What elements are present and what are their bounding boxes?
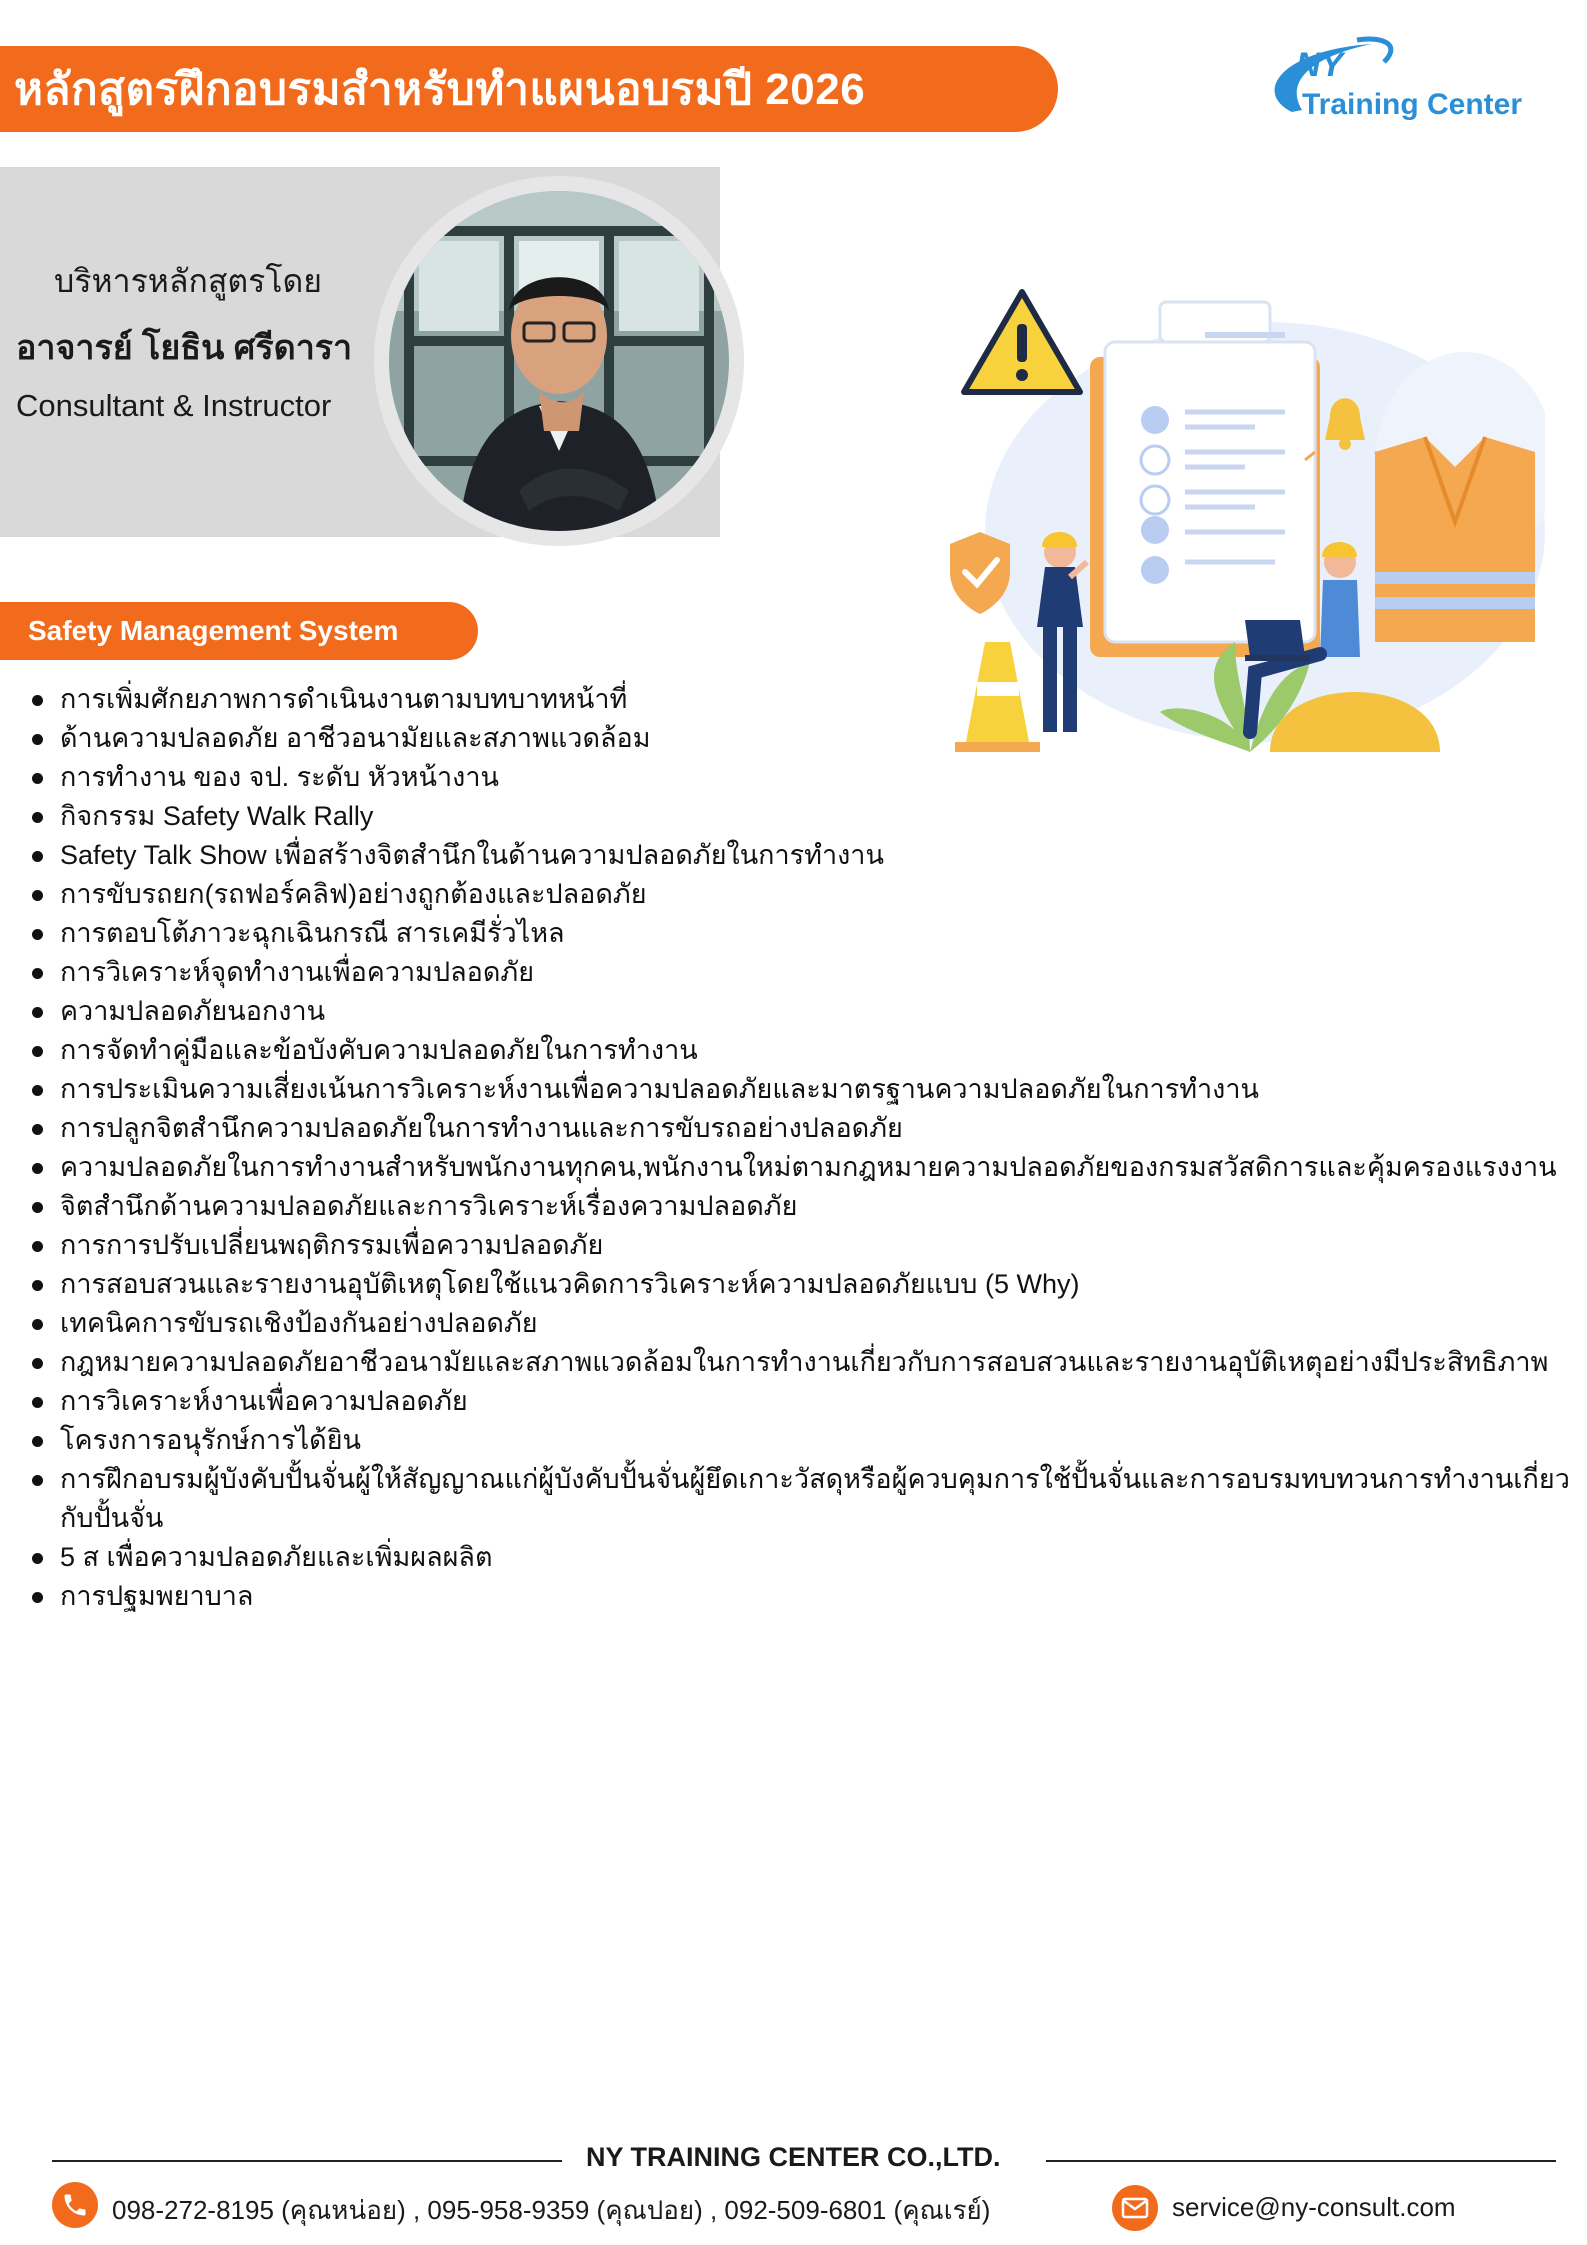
instructor-photo-frame	[374, 176, 744, 546]
course-item: การเพิ่มศักยภาพการดำเนินงานตามบทบาทหน้าที่	[30, 680, 1578, 719]
logo-training-center: Training Center	[1302, 88, 1523, 121]
course-item: กิจกรรม Safety Walk Rally	[30, 797, 1578, 836]
course-item: การประเมินความเสี่ยงเน้นการวิเคราะห์งานเพื่อความปลอดภัยและมาตรฐานความปลอดภัยในการทำงาน	[30, 1070, 1578, 1109]
footer-email[interactable]: service@ny-consult.com	[1172, 2192, 1456, 2222]
safety-illustration	[905, 262, 1545, 752]
instructor-photo	[389, 191, 729, 531]
phone-icon	[52, 2182, 98, 2228]
logo-ny: NY	[1296, 46, 1344, 84]
email-icon	[1112, 2185, 1158, 2231]
footer-divider-left	[52, 2160, 562, 2162]
checklist-icon	[1090, 302, 1320, 657]
course-item: โครงการอนุรักษ์การได้ยิน	[30, 1421, 1578, 1460]
section-title: Safety Management System	[28, 615, 399, 646]
section-tag	[0, 602, 478, 660]
footer-divider-right	[1046, 2160, 1556, 2162]
course-item: การวิเคราะห์งานเพื่อความปลอดภัย	[30, 1382, 1578, 1421]
course-item: ด้านความปลอดภัย อาชีวอนามัยและสภาพแวดล้อม	[30, 719, 1578, 758]
managed-by-label: บริหารหลักสูตรโดย	[54, 263, 323, 299]
ny-training-center-logo	[1262, 32, 1562, 132]
page-title: หลักสูตรฝึกอบรมสำหรับทำแผนอบรมปี 2026	[14, 65, 866, 114]
course-item: การขับรถยก(รถฟอร์คลิฟ)อย่างถูกต้องและปลอดภัย	[30, 875, 1578, 914]
course-item: การการปรับเปลี่ยนพฤติกรรมเพื่อความปลอดภัย	[30, 1226, 1578, 1265]
course-item: 5 ส เพื่อความปลอดภัยและเพิ่มผลผลิต	[30, 1538, 1578, 1577]
course-item: การวิเคราะห์จุดทำงานเพื่อความปลอดภัย	[30, 953, 1578, 992]
course-item: ความปลอดภัยในการทำงานสำหรับพนักงานทุกคน,พนักงานใหม่ตามกฎหมายความปลอดภัยของกรมสวัสดิการและคุ้มครองแรงงาน	[30, 1148, 1578, 1187]
footer-phones: 098-272-8195 (คุณหน่อย) , 095-958-9359 (คุณปอย) , 092-509-6801 (คุณเรย์)	[112, 2195, 991, 2225]
course-item: Safety Talk Show เพื่อสร้างจิตสำนึกในด้านความปลอดภัยในการทำงาน	[30, 836, 1578, 875]
course-item: การปฐมพยาบาล	[30, 1577, 1578, 1616]
course-item: จิตสำนึกด้านความปลอดภัยและการวิเคราะห์เรื่องความปลอดภัย	[30, 1187, 1578, 1226]
instructor-role: Consultant & Instructor	[16, 388, 332, 423]
warning-sign-icon	[964, 292, 1080, 392]
footer-company-name: NY TRAINING CENTER CO.,LTD.	[586, 2142, 1001, 2172]
course-item: การฝึกอบรมผู้บังคับปั้นจั่นผู้ให้สัญญาณแก่ผู้บังคับปั้นจั่นผู้ยึดเกาะวัสดุหรือผู้ควบคุมการใช้ปั้นจั่นและการอบรมทบทวนการทำงานเกี่ยวกับปั้นจั่น	[30, 1460, 1578, 1538]
course-item: การตอบโต้ภาวะฉุกเฉินกรณี สารเคมีรั่วไหล	[30, 914, 1578, 953]
instructor-name: อาจารย์ โยธิน ศรีดารา	[16, 329, 353, 367]
course-item: ความปลอดภัยนอกงาน	[30, 992, 1578, 1031]
safety-vest-icon	[1375, 437, 1535, 642]
course-item: การสอบสวนและรายงานอุบัติเหตุโดยใช้แนวคิดการวิเคราะห์ความปลอดภัยแบบ (5 Why)	[30, 1265, 1578, 1304]
course-list	[30, 680, 1578, 1616]
course-item: การจัดทำคู่มือและข้อบังคับความปลอดภัยในการทำงาน	[30, 1031, 1578, 1070]
course-item: เทคนิคการขับรถเชิงป้องกันอย่างปลอดภัย	[30, 1304, 1578, 1343]
title-banner	[0, 46, 1058, 132]
course-item: การทำงาน ของ จป. ระดับ หัวหน้างาน	[30, 758, 1578, 797]
course-item: การปลูกจิตสำนึกความปลอดภัยในการทำงานและการขับรถอย่างปลอดภัย	[30, 1109, 1578, 1148]
course-item: กฎหมายความปลอดภัยอาชีวอนามัยและสภาพแวดล้อมในการทำงานเกี่ยวกับการสอบสวนและรายงานอุบัติเหตุอย่างมีประสิทธิภาพ	[30, 1343, 1578, 1382]
